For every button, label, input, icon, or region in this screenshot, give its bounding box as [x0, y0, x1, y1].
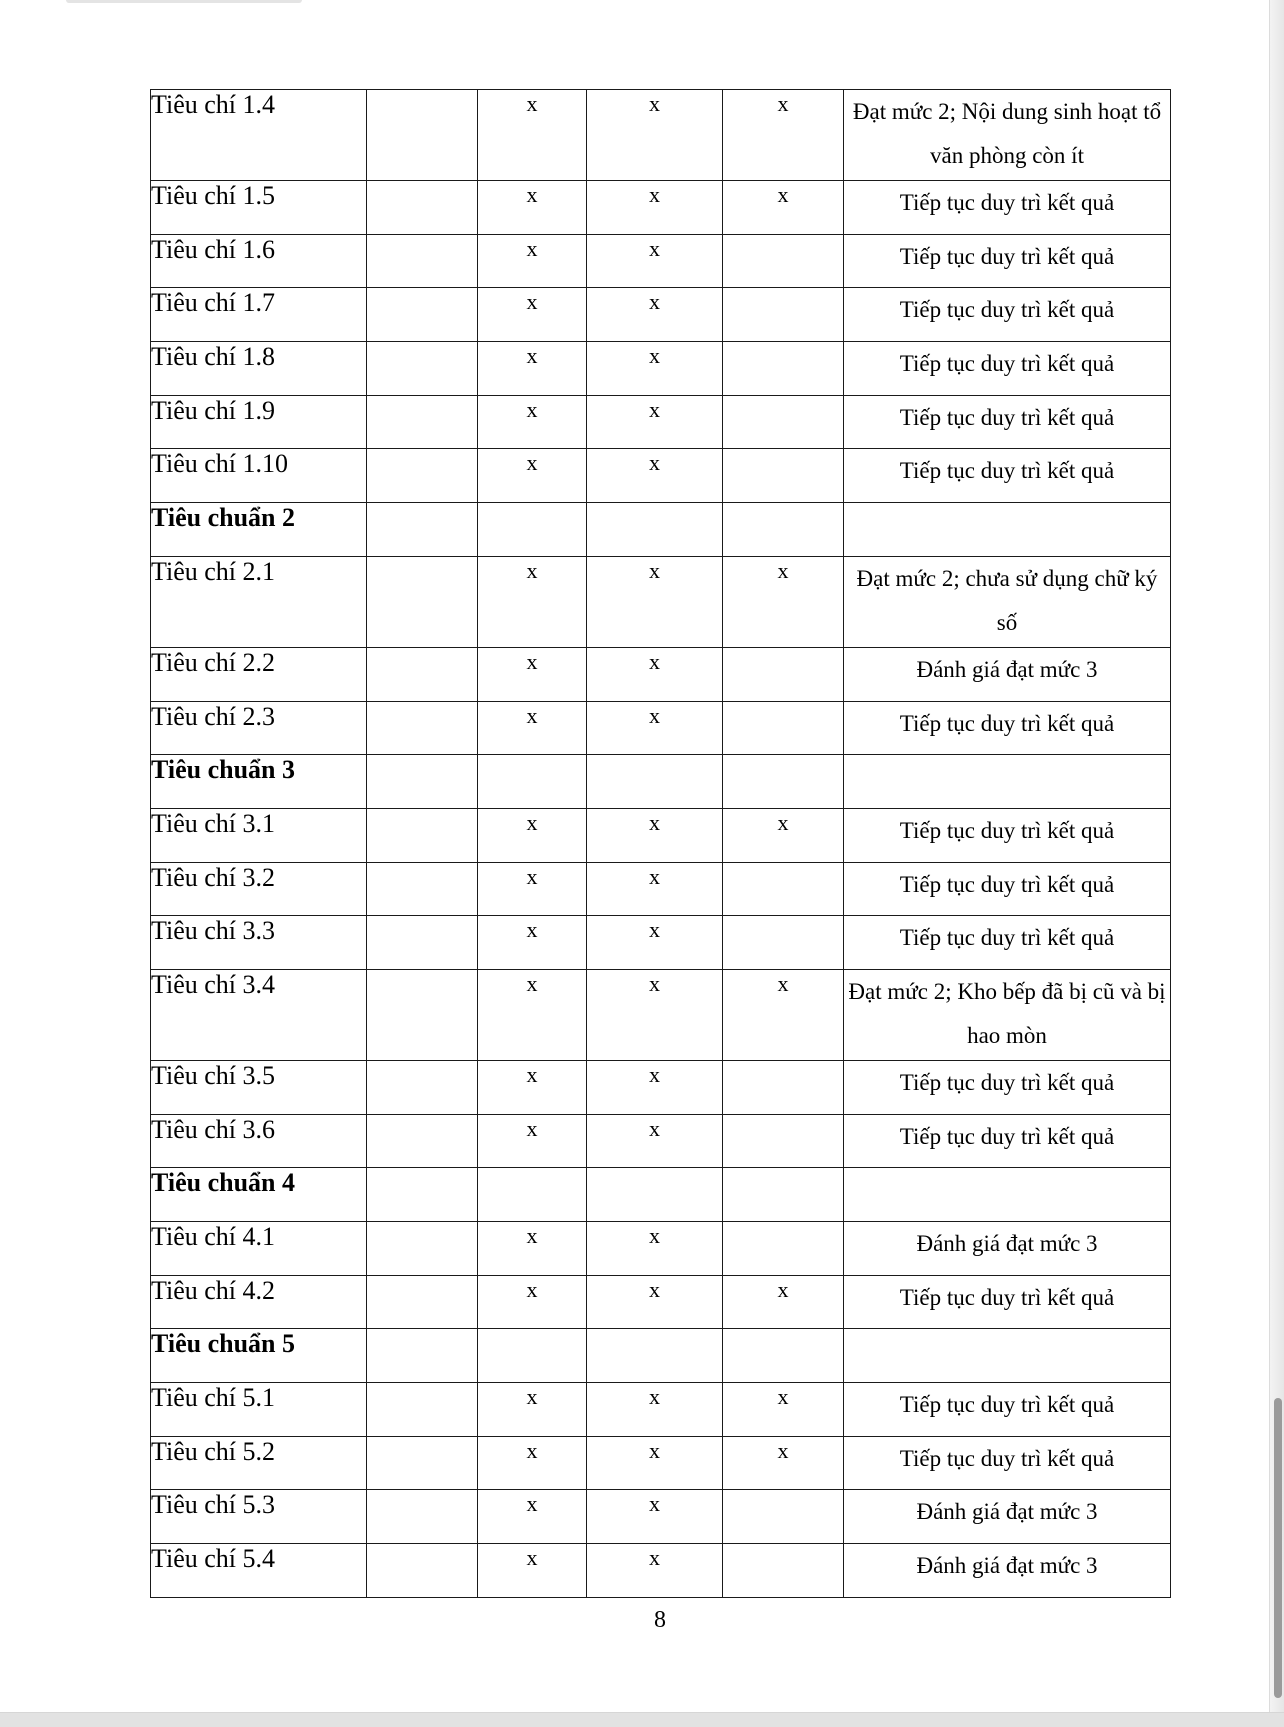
mark-cell-col4: x: [723, 90, 844, 181]
mark-cell-col2: x: [478, 1544, 587, 1598]
mark-cell-col2: x: [478, 1060, 587, 1114]
note-cell: Tiếp tục duy trì kết quả: [844, 916, 1171, 970]
mark-cell-col3: x: [587, 862, 723, 916]
criterion-name-cell: Tiêu chí 4.2: [151, 1275, 367, 1329]
mark-cell-col4: [723, 234, 844, 288]
mark-cell-col2: x: [478, 288, 587, 342]
mark-cell-col1: [367, 701, 478, 755]
mark-cell-col4: x: [723, 1436, 844, 1490]
mark-cell-col3: [587, 1168, 723, 1222]
mark-cell-col4: x: [723, 1275, 844, 1329]
criterion-name-cell: Tiêu chí 3.3: [151, 916, 367, 970]
mark-cell-col4: [723, 701, 844, 755]
table-row: [151, 1490, 1171, 1544]
standard-header-row: [151, 1329, 1171, 1383]
note-cell: Tiếp tục duy trì kết quả: [844, 181, 1171, 235]
note-cell: Tiếp tục duy trì kết quả: [844, 449, 1171, 503]
note-cell: Tiếp tục duy trì kết quả: [844, 288, 1171, 342]
mark-cell-col3: x: [587, 1222, 723, 1276]
mark-cell-col2: x: [478, 395, 587, 449]
mark-cell-col2: x: [478, 701, 587, 755]
criterion-name-cell: Tiêu chí 1.10: [151, 449, 367, 503]
table-row: [151, 395, 1171, 449]
criterion-name-cell: Tiêu chuẩn 4: [151, 1168, 367, 1222]
mark-cell-col3: x: [587, 916, 723, 970]
criterion-name-cell: Tiêu chí 2.2: [151, 647, 367, 701]
mark-cell-col2: x: [478, 916, 587, 970]
note-cell: Tiếp tục duy trì kết quả: [844, 1060, 1171, 1114]
mark-cell-col4: [723, 1544, 844, 1598]
mark-cell-col1: [367, 755, 478, 809]
mark-cell-col1: [367, 916, 478, 970]
mark-cell-col1: [367, 1060, 478, 1114]
note-cell: Đánh giá đạt mức 3: [844, 647, 1171, 701]
table-row: [151, 342, 1171, 396]
criterion-name-cell: Tiêu chí 4.1: [151, 1222, 367, 1276]
mark-cell-col4: [723, 1329, 844, 1383]
mark-cell-col4: x: [723, 556, 844, 647]
criterion-name-cell: Tiêu chí 5.1: [151, 1383, 367, 1437]
mark-cell-col1: [367, 90, 478, 181]
page-number: 8: [654, 1607, 666, 1633]
note-cell: Tiếp tục duy trì kết quả: [844, 808, 1171, 862]
mark-cell-col1: [367, 862, 478, 916]
criterion-name-cell: Tiêu chuẩn 3: [151, 755, 367, 809]
table-row: [151, 1275, 1171, 1329]
table-row: [151, 1060, 1171, 1114]
criterion-name-cell: Tiêu chuẩn 2: [151, 503, 367, 557]
criterion-name-cell: Tiêu chí 1.5: [151, 181, 367, 235]
mark-cell-col4: x: [723, 1383, 844, 1437]
note-cell: Tiếp tục duy trì kết quả: [844, 1275, 1171, 1329]
criterion-name-cell: Tiêu chí 1.8: [151, 342, 367, 396]
mark-cell-col3: x: [587, 1060, 723, 1114]
criterion-name-cell: Tiêu chí 1.4: [151, 90, 367, 181]
note-cell: Tiếp tục duy trì kết quả: [844, 234, 1171, 288]
mark-cell-col3: [587, 755, 723, 809]
mark-cell-col2: x: [478, 181, 587, 235]
mark-cell-col4: x: [723, 808, 844, 862]
table-row: [151, 647, 1171, 701]
page-edge-shadow: [1269, 0, 1284, 1727]
mark-cell-col2: x: [478, 234, 587, 288]
note-cell: Tiếp tục duy trì kết quả: [844, 342, 1171, 396]
mark-cell-col1: [367, 647, 478, 701]
table-row: [151, 556, 1171, 647]
mark-cell-col3: x: [587, 395, 723, 449]
note-cell: [844, 755, 1171, 809]
note-cell: Đánh giá đạt mức 3: [844, 1222, 1171, 1276]
mark-cell-col2: x: [478, 1114, 587, 1168]
mark-cell-col2: [478, 503, 587, 557]
mark-cell-col4: [723, 862, 844, 916]
mark-cell-col2: x: [478, 1383, 587, 1437]
mark-cell-col1: [367, 1383, 478, 1437]
mark-cell-col1: [367, 1114, 478, 1168]
note-cell: Đạt mức 2; Kho bếp đã bị cũ và bị hao mòn: [844, 969, 1171, 1060]
note-cell: Đạt mức 2; Nội dung sinh hoạt tổ văn phòng còn ít: [844, 90, 1171, 181]
mark-cell-col2: x: [478, 1436, 587, 1490]
mark-cell-col1: [367, 395, 478, 449]
table-row: [151, 701, 1171, 755]
mark-cell-col2: x: [478, 342, 587, 396]
criterion-name-cell: Tiêu chí 3.6: [151, 1114, 367, 1168]
mark-cell-col4: [723, 503, 844, 557]
table-row: [151, 1544, 1171, 1598]
note-cell: Đạt mức 2; chưa sử dụng chữ ký số: [844, 556, 1171, 647]
note-cell: [844, 503, 1171, 557]
criterion-name-cell: Tiêu chí 5.2: [151, 1436, 367, 1490]
criterion-name-cell: Tiêu chí 2.1: [151, 556, 367, 647]
mark-cell-col3: x: [587, 1383, 723, 1437]
criterion-name-cell: Tiêu chí 3.1: [151, 808, 367, 862]
note-cell: Tiếp tục duy trì kết quả: [844, 701, 1171, 755]
mark-cell-col4: [723, 288, 844, 342]
standard-header-row: [151, 1168, 1171, 1222]
mark-cell-col1: [367, 288, 478, 342]
table-row: [151, 181, 1171, 235]
table-row: [151, 288, 1171, 342]
mark-cell-col3: x: [587, 342, 723, 396]
mark-cell-col3: x: [587, 556, 723, 647]
mark-cell-col4: [723, 916, 844, 970]
mark-cell-col2: x: [478, 1222, 587, 1276]
mark-cell-col2: x: [478, 808, 587, 862]
mark-cell-col1: [367, 342, 478, 396]
mark-cell-col4: [723, 342, 844, 396]
mark-cell-col4: [723, 1060, 844, 1114]
mark-cell-col3: x: [587, 1490, 723, 1544]
bottom-edge-band: [0, 1712, 1284, 1727]
mark-cell-col2: [478, 1329, 587, 1383]
mark-cell-col3: x: [587, 1275, 723, 1329]
note-cell: [844, 1168, 1171, 1222]
mark-cell-col1: [367, 1168, 478, 1222]
mark-cell-col1: [367, 1275, 478, 1329]
mark-cell-col4: [723, 395, 844, 449]
mark-cell-col1: [367, 234, 478, 288]
scrollbar-thumb[interactable]: [1274, 1398, 1282, 1698]
mark-cell-col4: [723, 1114, 844, 1168]
mark-cell-col3: x: [587, 647, 723, 701]
criterion-name-cell: Tiêu chuẩn 5: [151, 1329, 367, 1383]
note-cell: Tiếp tục duy trì kết quả: [844, 395, 1171, 449]
mark-cell-col3: x: [587, 449, 723, 503]
table-row: [151, 1114, 1171, 1168]
criterion-name-cell: Tiêu chí 1.7: [151, 288, 367, 342]
mark-cell-col4: x: [723, 181, 844, 235]
mark-cell-col1: [367, 1436, 478, 1490]
mark-cell-col1: [367, 181, 478, 235]
criterion-name-cell: Tiêu chí 5.4: [151, 1544, 367, 1598]
mark-cell-col2: [478, 755, 587, 809]
standard-header-row: [151, 755, 1171, 809]
note-cell: [844, 1329, 1171, 1383]
mark-cell-col2: x: [478, 862, 587, 916]
mark-cell-col1: [367, 969, 478, 1060]
mark-cell-col3: x: [587, 969, 723, 1060]
mark-cell-col2: x: [478, 556, 587, 647]
criterion-name-cell: Tiêu chí 3.5: [151, 1060, 367, 1114]
mark-cell-col3: x: [587, 1544, 723, 1598]
criterion-name-cell: Tiêu chí 1.6: [151, 234, 367, 288]
mark-cell-col3: x: [587, 1436, 723, 1490]
mark-cell-col1: [367, 1329, 478, 1383]
table-row: [151, 234, 1171, 288]
mark-cell-col4: [723, 449, 844, 503]
mark-cell-col4: [723, 1168, 844, 1222]
mark-cell-col2: [478, 1168, 587, 1222]
mark-cell-col3: x: [587, 808, 723, 862]
note-cell: Đánh giá đạt mức 3: [844, 1490, 1171, 1544]
table-row: [151, 862, 1171, 916]
standard-header-row: [151, 503, 1171, 557]
mark-cell-col3: [587, 503, 723, 557]
note-cell: Tiếp tục duy trì kết quả: [844, 1383, 1171, 1437]
table-row: [151, 1222, 1171, 1276]
top-tab-indicator: [66, 0, 302, 3]
note-cell: Tiếp tục duy trì kết quả: [844, 862, 1171, 916]
mark-cell-col1: [367, 1222, 478, 1276]
table-row: [151, 916, 1171, 970]
note-cell: Tiếp tục duy trì kết quả: [844, 1436, 1171, 1490]
mark-cell-col2: x: [478, 1275, 587, 1329]
mark-cell-col2: x: [478, 1490, 587, 1544]
mark-cell-col3: x: [587, 90, 723, 181]
table-row: [151, 969, 1171, 1060]
criteria-table: [150, 89, 1171, 1598]
table-row: [151, 1383, 1171, 1437]
mark-cell-col3: [587, 1329, 723, 1383]
mark-cell-col4: [723, 1490, 844, 1544]
criterion-name-cell: Tiêu chí 5.3: [151, 1490, 367, 1544]
note-cell: Đánh giá đạt mức 3: [844, 1544, 1171, 1598]
mark-cell-col2: x: [478, 449, 587, 503]
table-row: [151, 449, 1171, 503]
mark-cell-col4: [723, 755, 844, 809]
mark-cell-col4: [723, 1222, 844, 1276]
criterion-name-cell: Tiêu chí 3.2: [151, 862, 367, 916]
mark-cell-col2: x: [478, 90, 587, 181]
mark-cell-col1: [367, 1490, 478, 1544]
mark-cell-col1: [367, 503, 478, 557]
criterion-name-cell: Tiêu chí 3.4: [151, 969, 367, 1060]
mark-cell-col1: [367, 1544, 478, 1598]
criteria-table-body: [151, 90, 1171, 1598]
note-cell: Tiếp tục duy trì kết quả: [844, 1114, 1171, 1168]
mark-cell-col1: [367, 808, 478, 862]
mark-cell-col3: x: [587, 701, 723, 755]
criterion-name-cell: Tiêu chí 2.3: [151, 701, 367, 755]
criterion-name-cell: Tiêu chí 1.9: [151, 395, 367, 449]
mark-cell-col1: [367, 449, 478, 503]
table-row: [151, 808, 1171, 862]
mark-cell-col1: [367, 556, 478, 647]
table-row: [151, 1436, 1171, 1490]
mark-cell-col3: x: [587, 181, 723, 235]
mark-cell-col2: x: [478, 647, 587, 701]
mark-cell-col3: x: [587, 1114, 723, 1168]
mark-cell-col4: [723, 647, 844, 701]
mark-cell-col3: x: [587, 288, 723, 342]
mark-cell-col2: x: [478, 969, 587, 1060]
mark-cell-col4: x: [723, 969, 844, 1060]
mark-cell-col3: x: [587, 234, 723, 288]
table-row: [151, 90, 1171, 181]
